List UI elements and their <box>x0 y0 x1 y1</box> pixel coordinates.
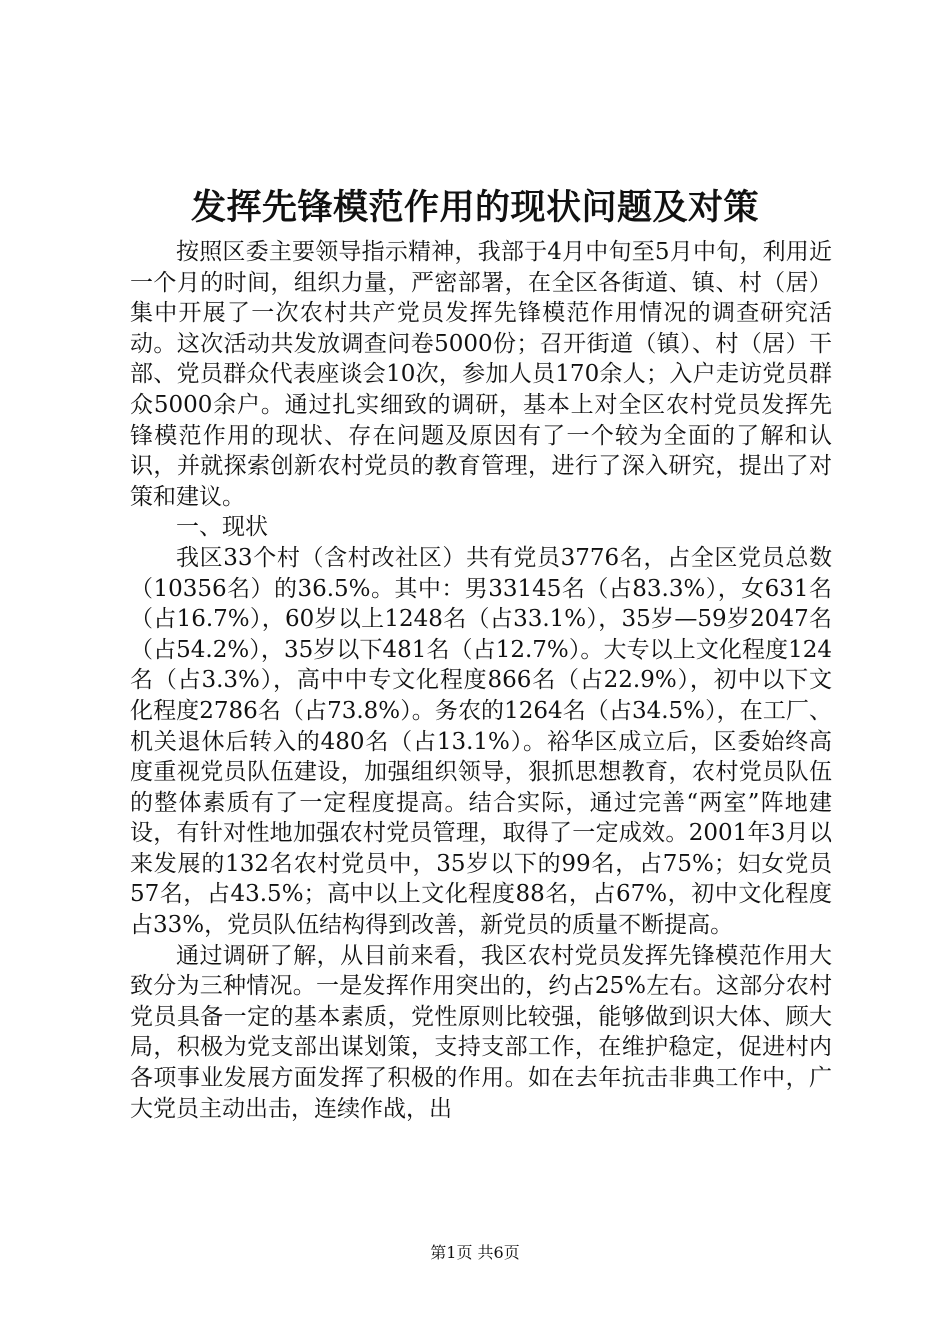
section-heading-status: 一、现状 <box>176 514 268 541</box>
page-footer: 第1页 共6页 <box>430 1243 520 1262</box>
status-paragraph-statistics: 我区33个村（含村改社区）共有党员3776名，占全区党员总数（10356名）的36.5%。其中：男33145名（占83.3%），女631名（占16.7%），60岁以上1248名（占33.1%），35岁—59岁2047名（占54.2%），35岁以下481名（占12.7%）。大专以上文化程度124名（占3.3%），高中中专文化程度866名（占22.9%），初中以下文化程度2786名（占73.8%）。务农的1264名（占34.5%），在工厂、机关退休后转入的480名（占13.1%）。裕华区成立后，区委始终高度重视党员队伍建设，加强组织领导，狠抓思想教育，农村党员队伍的整体素质有了一定程度提高。结合实际，通过完善“两室”阵地建设，有针对性地加强农村党员管理，取得了一定成效。2001年3月以来发展的132名农村党员中，35岁以下的99名，占75%；妇女党员57名，占43.5%；高中以上文化程度88名，占67%，初中文化程度占33%，党员队伍结构得到改善，新党员的质量不断提高。 <box>130 544 832 939</box>
document-title: 发挥先锋模范作用的现状问题及对策 <box>190 187 759 228</box>
intro-paragraph: 按照区委主要领导指示精神，我部于4月中旬至5月中旬，利用近一个月的时间，组织力量，严密部署，在全区各街道、镇、村（居）集中开展了一次农村共产党员发挥先锋模范作用情况的调查研究活动。这次活动共发放调查问卷5000份；召开街道（镇）、村（居）干部、党员群众代表座谈会10次，参加人员170余人；入户走访党员群众5000余户。通过扎实细致的调研，基本上对全区农村党员发挥先锋模范作用的现状、存在问题及原因有了一个较为全面的了解和认识，并就探索创新农村党员的教育管理，进行了深入研究，提出了对策和建议。 <box>130 239 832 510</box>
document-body <box>130 237 832 1124</box>
status-paragraph-situations: 通过调研了解，从目前来看，我区农村党员发挥先锋模范作用大致分为三种情况。一是发挥作用突出的，约占25%左右。这部分农村党员具备一定的基本素质，党性原则比较强，能够做到识大体、顾大局，积极为党支部出谋划策，支持支部工作，在维护稳定，促进村内各项事业发展方面发挥了积极的作用。如在去年抗击非典工作中，广大党员主动出击，连续作战，出 <box>130 942 832 1122</box>
